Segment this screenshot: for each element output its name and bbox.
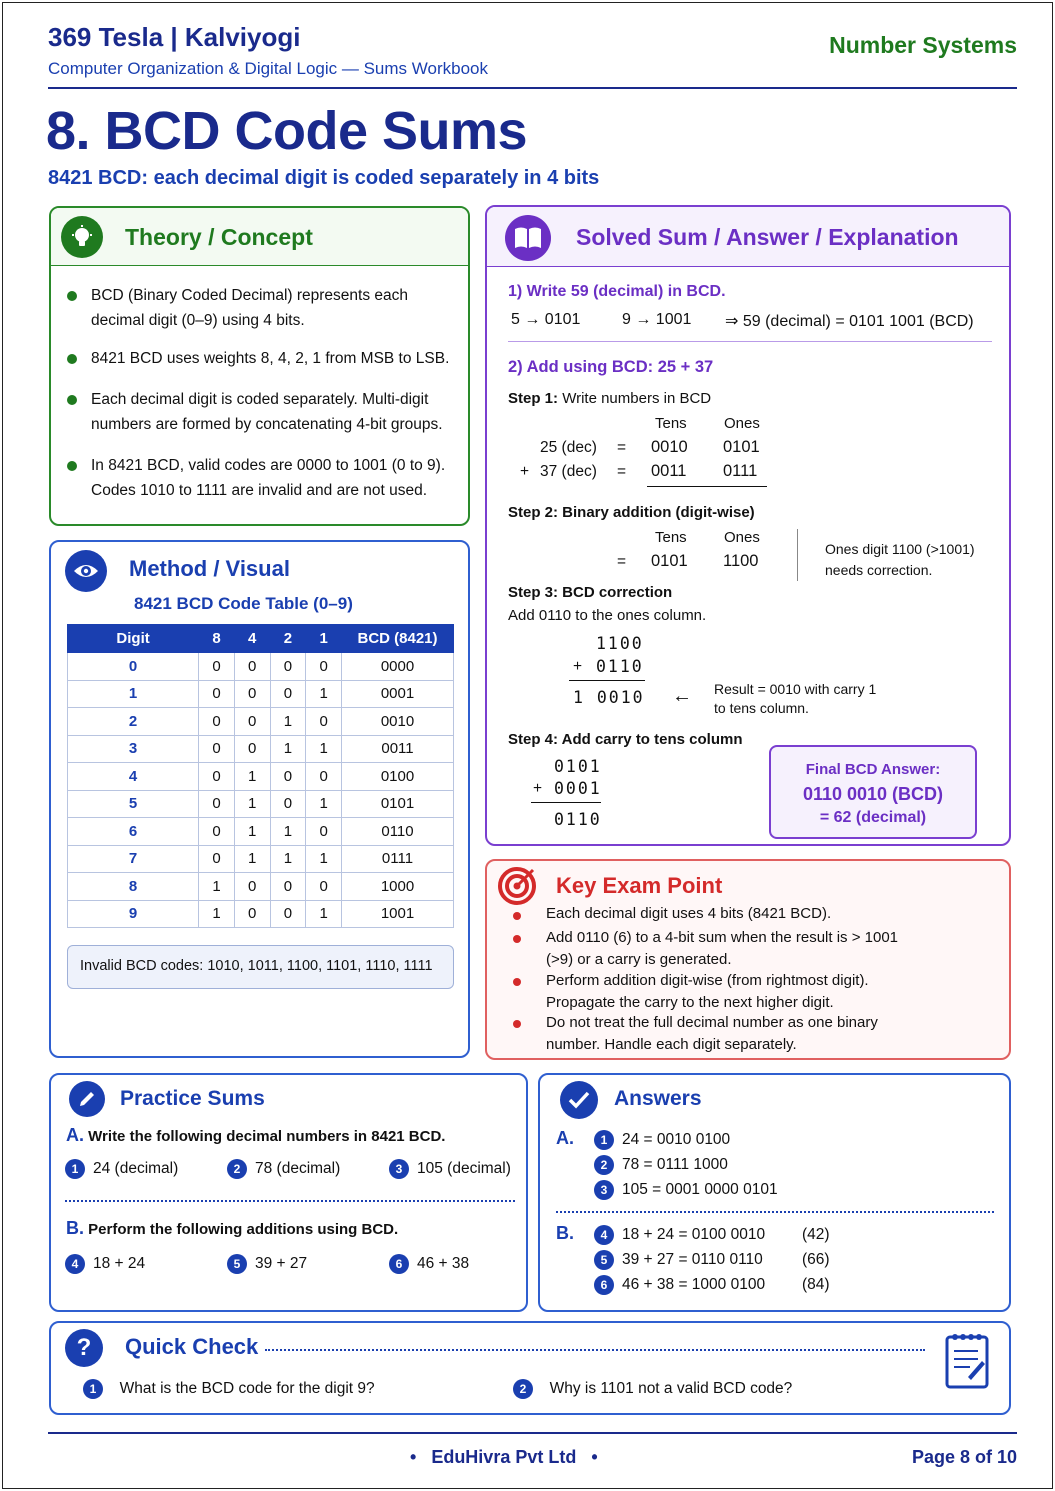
table-cell: 1 [306,735,342,763]
table-header-cell: BCD (8421) [342,625,454,653]
solved-panel [485,205,1011,846]
table-cell: 0 [199,680,235,708]
method-panel [49,540,470,1058]
table-cell: 5 [68,790,199,818]
question-icon: ? [65,1329,103,1367]
table-cell: 0 [68,653,199,681]
invalid-codes-note: Invalid BCD codes: 1010, 1011, 1100, 1101, 1110, 1111 [67,945,454,989]
table-cell: 0 [270,873,306,901]
page-subtitle: 8421 BCD: each decimal digit is coded separately in 4 bits [48,167,600,189]
final-answer-box [769,745,977,839]
eye-icon [65,550,107,592]
table-cell: 0010 [342,708,454,736]
table-cell: 0000 [342,653,454,681]
final-answer-decimal: = 62 (decimal) [819,809,927,826]
footer-company: • EduHivra Pvt Ltd • [410,1447,598,1467]
table-cell: 0 [234,708,270,736]
step2-ones: 1100 [723,552,759,570]
key-bullet-dot [513,1020,521,1028]
practice-divider [65,1200,515,1202]
table-title: 8421 BCD Code Table (0–9) [134,594,353,613]
row2-decimal: 37 (dec) [540,463,597,480]
table-cell: 1 [306,900,342,928]
q1-digit-9: 9 → 1001 [622,311,692,328]
practice-item-3: 3 105 (decimal) [389,1159,511,1179]
key-bullet-dot [513,978,521,986]
table-cell: 0 [199,653,235,681]
step2-label: Step 2: Binary addition (digit-wise) [508,504,755,521]
table-row [68,845,454,873]
table-row [68,680,454,708]
table-cell: 0 [199,735,235,763]
practice-item-4: 4 18 + 24 [65,1254,145,1274]
table-cell: 1 [199,873,235,901]
table-cell: 1 [270,845,306,873]
key-point-4: Do not treat the full decimal number as one binary number. Handle each digit separately. [546,1014,878,1053]
table-cell: 0 [306,763,342,791]
answer-6: 6 46 + 38 = 1000 0100 [594,1275,765,1295]
table-header-cell: 8 [199,625,235,653]
answer-5: 5 39 + 27 = 0110 0110 [594,1250,763,1270]
table-cell: 0 [306,873,342,901]
step3-plus: + [573,658,583,675]
step1-sum-line [647,486,767,487]
table-row [68,653,454,681]
step3-label: Step 3: BCD correction [508,584,673,601]
practice-item-2: 2 78 (decimal) [227,1159,340,1179]
step4-operand-b: 0001 [554,779,602,798]
step3-note: Result = 0010 with carry 1 to tens column. [714,681,877,716]
theory-panel [49,206,470,526]
theory-title: Theory / Concept [125,224,313,250]
table-cell: 1 [270,818,306,846]
table-cell: 0 [199,708,235,736]
table-cell: 3 [68,735,199,763]
step2-equals: = [617,553,627,570]
table-cell: 0 [234,735,270,763]
step3-operand-b: 0110 [596,657,644,676]
answer-3: 3 105 = 0001 0000 0101 [594,1180,778,1200]
table-cell: 8 [68,873,199,901]
step4-sum-line [531,802,601,803]
topic-label: Number Systems [829,32,1017,58]
step4-result: 0110 [554,810,602,829]
row2-plus: + [520,463,530,480]
key-bullet-dot [513,935,521,943]
practice-panel [49,1073,528,1312]
table-cell: 0 [199,845,235,873]
key-exam-title: Key Exam Point [556,873,723,898]
q2-heading: 2) Add using BCD: 25 + 37 [508,358,714,376]
notepad-icon [944,1331,990,1394]
key-point-2: Add 0110 (6) to a 4-bit sum when the result is > 1001 (>9) or a carry is generated. [546,929,899,968]
bcd-table [67,624,454,928]
practice-b-heading: B. Perform the following additions using BCD. [66,1218,399,1238]
theory-bullet-4: In 8421 BCD, valid codes are 0000 to 1001 (0 to 9). Codes 1010 to 1111 are invalid and are not used. [67,453,445,503]
quick-question-2: 2 Why is 1101 not a valid BCD code? [513,1379,792,1399]
table-cell: 6 [68,818,199,846]
step2-ones-header: Ones [724,529,760,546]
step4-plus: + [533,780,543,797]
table-cell: 0111 [342,845,454,873]
table-cell: 0 [270,790,306,818]
table-cell: 1 [199,900,235,928]
table-row [68,790,454,818]
footer-divider [48,1432,1017,1434]
step2-note-divider [797,529,798,581]
answers-panel [538,1073,1011,1312]
table-cell: 2 [68,708,199,736]
table-row [68,708,454,736]
header-divider [48,87,1017,89]
theory-bullet-1: BCD (Binary Coded Decimal) represents each decimal digit (0–9) using 4 bits. [67,283,408,333]
step2-tens: 0101 [651,552,688,570]
table-cell: 1 [234,763,270,791]
quick-check-title: Quick Check [125,1334,259,1359]
step1-label: Step 1: Write numbers in BCD [508,390,712,407]
row1-tens: 0010 [651,438,688,456]
target-icon [497,866,537,911]
table-cell: 0 [306,653,342,681]
table-header-cell: 4 [234,625,270,653]
key-point-1: Each decimal digit uses 4 bits (8421 BCD). [546,905,832,922]
table-cell: 1 [234,845,270,873]
answer-1: 1 24 = 0010 0100 [594,1130,730,1150]
step1-ones-header: Ones [724,415,760,432]
table-cell: 1 [306,680,342,708]
table-cell: 0101 [342,790,454,818]
table-cell: 0001 [342,680,454,708]
table-cell: 0100 [342,763,454,791]
brand-title: 369 Tesla | Kalviyogi [48,22,301,52]
quick-check-panel [49,1321,1011,1415]
key-bullet-dot [513,912,521,920]
step1-tens-header: Tens [655,415,687,432]
step4-label: Step 4: Add carry to tens column [508,731,743,748]
solved-title: Solved Sum / Answer / Explanation [576,224,959,250]
table-cell: 0 [306,708,342,736]
answers-a-letter: A. [556,1128,574,1148]
table-header-cell: Digit [68,625,199,653]
quick-check-dots [265,1349,925,1351]
table-cell: 1 [306,790,342,818]
lightbulb-icon [61,216,103,258]
page-title: 8. BCD Code Sums [46,101,528,161]
step3-text: Add 0110 to the ones column. [508,607,707,624]
answer-2: 2 78 = 0111 1000 [594,1155,728,1175]
table-cell: 1 [306,845,342,873]
answers-title: Answers [614,1087,702,1110]
table-cell: 0 [234,900,270,928]
quick-question-1: 1 What is the BCD code for the digit 9? [83,1379,375,1399]
table-cell: 0 [234,653,270,681]
answer-4: 4 18 + 24 = 0100 0010 [594,1225,765,1245]
theory-bullet-2: 8421 BCD uses weights 8, 4, 2, 1 from MSB to LSB. [67,346,449,371]
practice-title: Practice Sums [120,1087,265,1110]
table-cell: 0 [199,790,235,818]
row1-ones: 0101 [723,438,760,456]
table-cell: 0 [270,763,306,791]
answers-divider [556,1211,994,1213]
q1-divider [508,341,992,342]
row2-ones: 0111 [723,462,758,480]
table-row [68,735,454,763]
table-cell: 1000 [342,873,454,901]
theory-bullet-3: Each decimal digit is coded separately. Multi-digit numbers are formed by concatenating 4-bit groups. [67,387,443,437]
row2-tens: 0011 [651,462,687,480]
practice-a-heading: A. Write the following decimal numbers in 8421 BCD. [66,1125,446,1145]
table-cell: 0 [199,763,235,791]
table-cell: 1 [68,680,199,708]
workbook-subtitle: Computer Organization & Digital Logic — Sums Workbook [48,59,488,78]
row1-decimal: 25 (dec) [540,439,597,456]
table-cell: 7 [68,845,199,873]
table-cell: 0 [306,818,342,846]
step2-tens-header: Tens [655,529,687,546]
table-row [68,818,454,846]
final-answer-label: Final BCD Answer: [805,761,941,778]
table-cell: 0 [270,900,306,928]
step3-sum-line [569,680,645,681]
practice-item-5: 5 39 + 27 [227,1254,307,1274]
table-cell: 1 [270,708,306,736]
answers-b-letter: B. [556,1223,574,1243]
final-answer-bcd: 0110 0010 (BCD) [802,784,944,804]
table-cell: 0 [270,680,306,708]
step4-operand-a: 0101 [554,757,602,776]
step2-note: Ones digit 1100 (>1001) needs correction. [825,541,975,578]
table-row [68,763,454,791]
table-cell: 4 [68,763,199,791]
table-cell: 0 [234,680,270,708]
q1-digit-5: 5 → 0101 [511,311,581,328]
practice-item-6: 6 46 + 38 [389,1254,469,1274]
answer-4-decimal: (42) [802,1226,830,1243]
table-cell: 1001 [342,900,454,928]
step3-operand-a: 1100 [596,634,644,653]
table-row [68,900,454,928]
row1-equals: = [617,439,627,456]
table-header-cell: 1 [306,625,342,653]
table-cell: 1 [234,790,270,818]
method-title: Method / Visual [129,556,290,581]
pencil-icon [69,1081,105,1117]
arrow-left-icon: ← [672,685,692,707]
step3-result: 1 0010 [573,688,645,707]
key-exam-panel [485,859,1011,1060]
table-cell: 9 [68,900,199,928]
table-cell: 1 [270,735,306,763]
table-header-cell: 2 [270,625,306,653]
answer-5-decimal: (66) [802,1251,830,1268]
table-cell: 1 [234,818,270,846]
checkmark-icon [560,1081,598,1119]
answer-6-decimal: (84) [802,1276,830,1293]
book-icon [505,215,551,261]
practice-item-1: 1 24 (decimal) [65,1159,178,1179]
table-cell: 0 [270,653,306,681]
key-point-3: Perform addition digit-wise (from rightmost digit). Propagate the carry to the next higher digit. [546,972,869,1011]
q1-result: ⇒ 59 (decimal) = 0101 1001 (BCD) [725,313,974,330]
row2-equals: = [617,463,627,480]
page-number: Page 8 of 10 [911,1447,1017,1467]
table-row [68,873,454,901]
table-cell: 0 [199,818,235,846]
table-cell: 0011 [342,735,454,763]
table-cell: 0 [234,873,270,901]
q1-heading: 1) Write 59 (decimal) in BCD. [508,283,726,300]
table-cell: 0110 [342,818,454,846]
